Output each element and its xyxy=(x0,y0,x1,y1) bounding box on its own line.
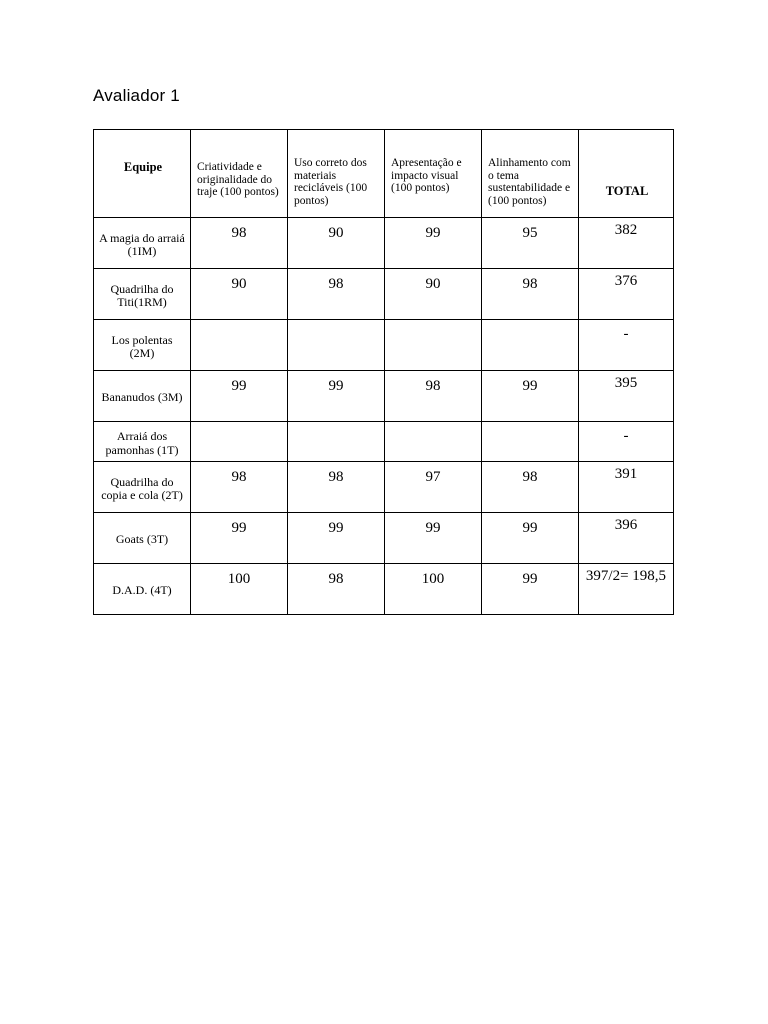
table-row xyxy=(94,422,674,462)
score-cell xyxy=(482,320,579,371)
score-cell xyxy=(191,320,288,371)
score-cell: 99 xyxy=(191,513,288,564)
score-cell xyxy=(288,422,385,462)
team-name: Goats (3T) xyxy=(94,513,191,564)
page-title: Avaliador 1 xyxy=(93,86,180,105)
score-cell xyxy=(385,320,482,371)
table-row xyxy=(94,371,674,422)
team-name: A magia do arraiá (1IM) xyxy=(94,218,191,269)
header-criteria-recycled-materials: Uso correto dos materiais recicláveis (100 pontos) xyxy=(288,130,385,218)
score-cell: 97 xyxy=(385,462,482,513)
score-cell: 98 xyxy=(288,269,385,320)
score-cell: 90 xyxy=(191,269,288,320)
table-row xyxy=(94,513,674,564)
score-cell: 98 xyxy=(191,462,288,513)
score-cell: 99 xyxy=(288,513,385,564)
total-cell: 397/2= 198,5 xyxy=(579,564,674,615)
score-table xyxy=(93,129,674,615)
score-cell: 99 xyxy=(191,371,288,422)
score-cell: 98 xyxy=(385,371,482,422)
score-cell: 95 xyxy=(482,218,579,269)
score-cell xyxy=(191,422,288,462)
team-name: Arraiá dos pamonhas (1T) xyxy=(94,422,191,462)
total-cell: - xyxy=(579,320,674,371)
table-row xyxy=(94,269,674,320)
score-cell: 98 xyxy=(482,462,579,513)
score-cell: 99 xyxy=(385,218,482,269)
table-row xyxy=(94,320,674,371)
total-cell: - xyxy=(579,422,674,462)
table-row xyxy=(94,218,674,269)
score-cell: 98 xyxy=(482,269,579,320)
total-cell: 382 xyxy=(579,218,674,269)
table-row xyxy=(94,564,674,615)
total-cell: 395 xyxy=(579,371,674,422)
header-team: Equipe xyxy=(94,130,191,218)
score-cell xyxy=(482,422,579,462)
team-name: Quadrilha do copia e cola (2T) xyxy=(94,462,191,513)
header-total: TOTAL xyxy=(579,130,674,218)
total-cell: 376 xyxy=(579,269,674,320)
score-cell: 99 xyxy=(482,371,579,422)
team-name: D.A.D. (4T) xyxy=(94,564,191,615)
table-row xyxy=(94,462,674,513)
total-cell: 396 xyxy=(579,513,674,564)
team-name: Los polentas (2M) xyxy=(94,320,191,371)
score-cell: 99 xyxy=(288,371,385,422)
score-cell xyxy=(385,422,482,462)
score-cell: 98 xyxy=(288,462,385,513)
score-cell: 90 xyxy=(385,269,482,320)
score-cell: 99 xyxy=(482,513,579,564)
table-header-row xyxy=(94,130,674,218)
score-cell: 99 xyxy=(482,564,579,615)
score-cell xyxy=(288,320,385,371)
score-cell: 90 xyxy=(288,218,385,269)
score-cell: 98 xyxy=(288,564,385,615)
score-cell: 98 xyxy=(191,218,288,269)
header-criteria-presentation: Apresentação e impacto visual (100 pontos) xyxy=(385,130,482,218)
score-cell: 100 xyxy=(191,564,288,615)
header-criteria-theme-alignment: Alinhamento com o tema sustentabilidade e (100 pontos) xyxy=(482,130,579,218)
team-name: Quadrilha do Titi(1RM) xyxy=(94,269,191,320)
team-name: Bananudos (3M) xyxy=(94,371,191,422)
score-cell: 99 xyxy=(385,513,482,564)
score-cell: 100 xyxy=(385,564,482,615)
header-criteria-creativity: Criatividade e originalidade do traje (100 pontos) xyxy=(191,130,288,218)
total-cell: 391 xyxy=(579,462,674,513)
